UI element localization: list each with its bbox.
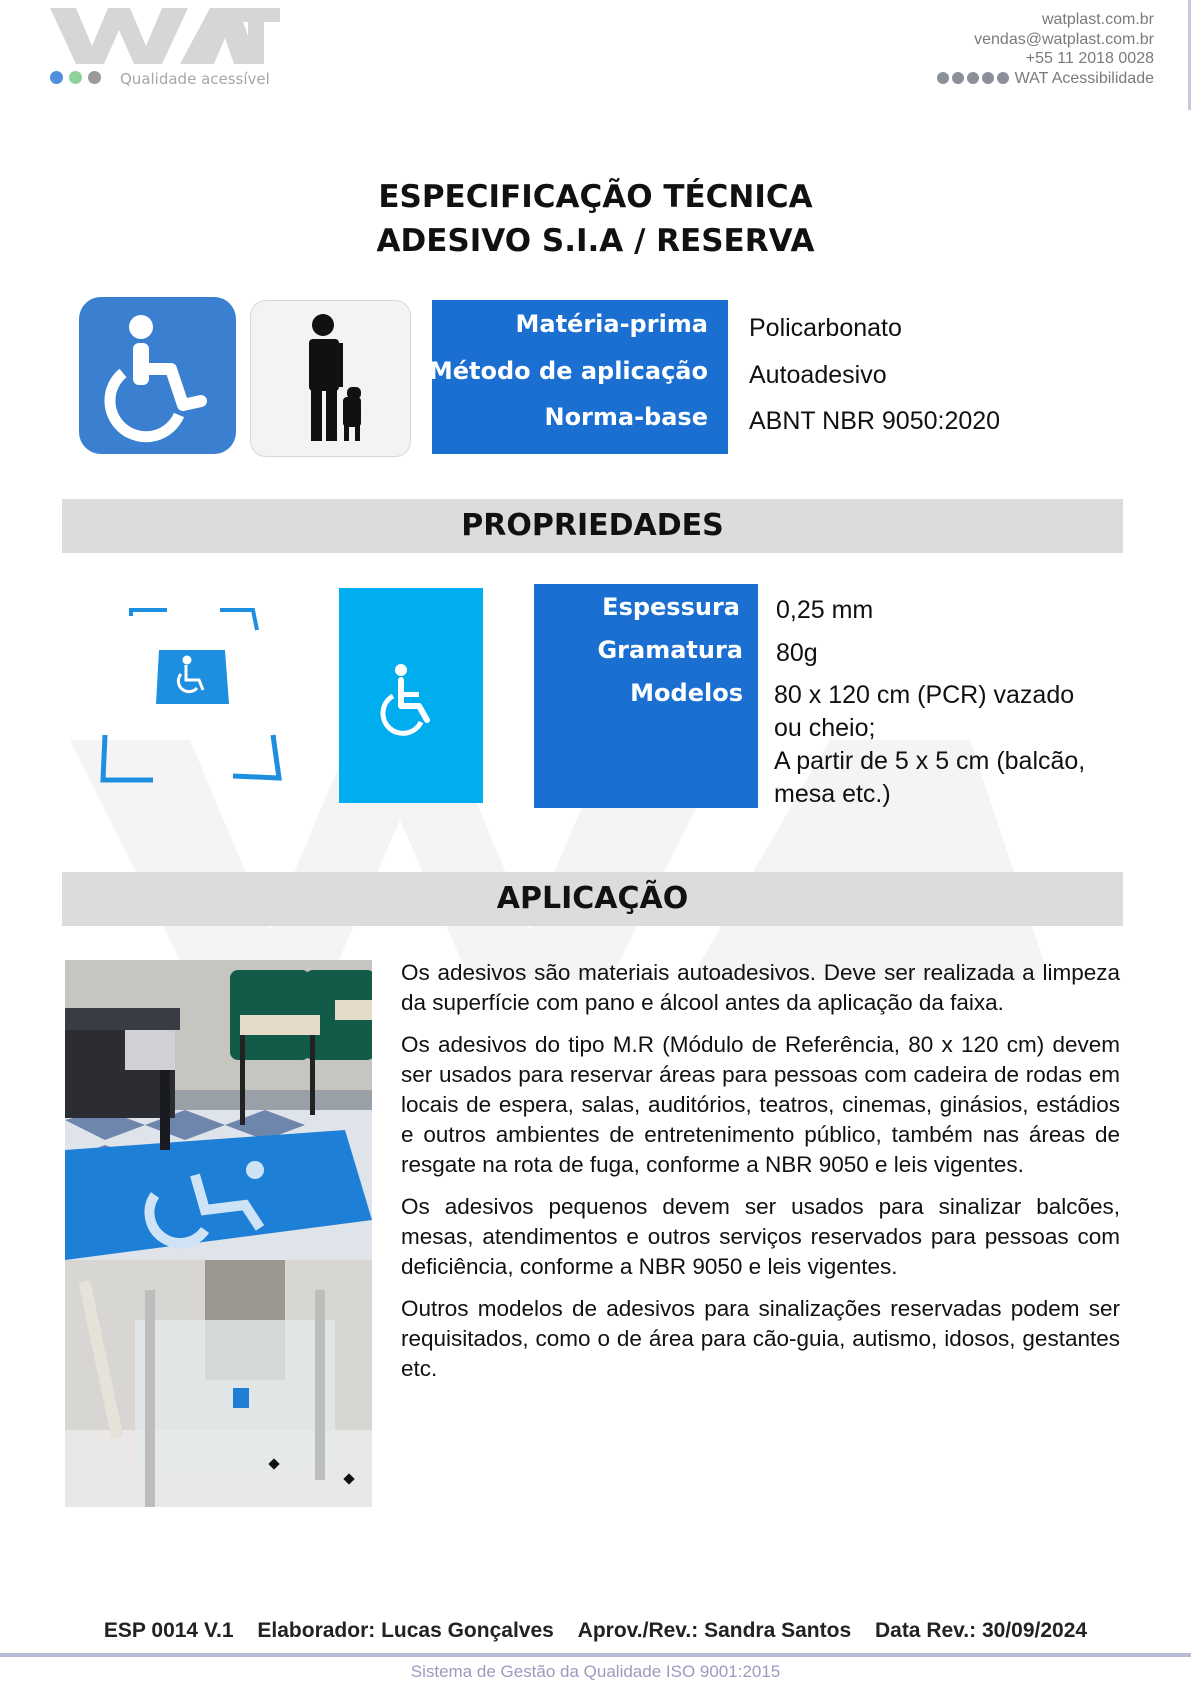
label-gramatura: Gramatura	[597, 636, 743, 664]
social-handle: WAT Acessibilidade	[1014, 69, 1154, 87]
section-application-heading: APLICAÇÃO	[62, 872, 1123, 926]
doc-author: Elaborador: Lucas Gonçalves	[257, 1619, 554, 1642]
application-paragraph-4: Outros modelos de adesivos para sinalizações reservadas podem ser requisitados, como o de área para cão-guia, autismo, idosos, gestantes etc.	[401, 1296, 1120, 1381]
doc-revision-date: Data Rev.: 30/09/2024	[874, 1619, 1088, 1642]
doc-code: ESP 0014 V.1	[103, 1619, 234, 1642]
wheelchair-icon	[79, 297, 236, 454]
wheelchair-icon	[339, 588, 483, 803]
value-gramatura: 80g	[776, 639, 818, 667]
reserved-sticker-image	[250, 300, 411, 457]
contact-block	[937, 10, 1154, 88]
logo-dot-gray	[88, 71, 101, 84]
footer-divider	[0, 1653, 1191, 1657]
application-text	[401, 958, 1120, 1396]
footer-iso-note: Sistema de Gestão da Qualidade ISO 9001:2015	[410, 1662, 781, 1681]
page-title	[0, 175, 1191, 263]
section-properties-heading: PROPRIEDADES	[62, 499, 1123, 553]
title-line-2: ADESIVO S.I.A / RESERVA	[376, 223, 815, 259]
modelos-line-2: ou cheio;	[774, 714, 876, 742]
application-paragraph-2: Os adesivos do tipo M.R (Módulo de Referência, 80 x 120 cm) devem ser usados para reservar áreas para pessoas com cadeira de rodas em locais de espera, salas, auditórios, teatros, cinemas, ginásios, estádios e outros ambientes de entretenimento público, também nas áreas de resgate na rota de fuga, conforme a NBR 9050 e leis vigentes.	[401, 1032, 1120, 1177]
doc-reviewer: Aprov./Rev.: Sandra Santos	[577, 1619, 852, 1642]
label-norma-base: Norma-base	[544, 403, 708, 431]
label-metodo-aplicacao: Método de aplicação	[428, 357, 708, 385]
application-paragraph-1: Os adesivos são materiais autoadesivos. Deve ser realizada a limpeza da superfície com pano e álcool antes da aplicação da faixa.	[401, 960, 1120, 1015]
cyan-sign-image	[339, 588, 483, 803]
phone-number: +55 11 2018 0028	[1025, 50, 1154, 67]
title-line-1: ESPECIFICAÇÃO TÉCNICA	[378, 179, 813, 215]
instagram-icon[interactable]	[937, 72, 949, 84]
person-guide-dog-icon	[251, 301, 410, 456]
floor-reserve-image	[95, 600, 290, 790]
logo-dot-green	[69, 71, 82, 84]
value-metodo-aplicacao: Autoadesivo	[749, 361, 887, 389]
counter-glass-photo	[65, 1260, 372, 1507]
facebook-icon[interactable]	[952, 72, 964, 84]
logo-dots	[50, 71, 101, 84]
linkedin-icon[interactable]	[997, 72, 1009, 84]
label-espessura: Espessura	[602, 593, 740, 621]
value-norma-base: ABNT NBR 9050:2020	[749, 407, 1001, 435]
twitter-icon[interactable]	[982, 72, 994, 84]
youtube-icon[interactable]	[967, 72, 979, 84]
waiting-room-photo	[65, 960, 372, 1260]
modelos-line-4: mesa etc.)	[774, 780, 891, 808]
modelos-line-1: 80 x 120 cm (PCR) vazado	[774, 681, 1075, 709]
value-materia-prima: Policarbonato	[749, 314, 902, 342]
footer-meta	[0, 1619, 1191, 1643]
label-materia-prima: Matéria-prima	[515, 310, 708, 338]
logo-tagline: Qualidade acessível	[120, 70, 270, 88]
application-paragraph-3: Os adesivos pequenos devem ser usados para sinalizar balcões, mesas, atendimentos e outros serviços reservados para pessoas com deficiência, conforme a NBR 9050 e leis vigentes.	[401, 1194, 1120, 1279]
social-row	[937, 69, 1154, 89]
website-link[interactable]: watplast.com.br	[1041, 11, 1154, 28]
value-espessura: 0,25 mm	[776, 596, 874, 624]
email-link[interactable]: vendas@watplast.com.br	[974, 30, 1154, 48]
label-modelos: Modelos	[630, 679, 743, 707]
properties-label-panel	[534, 584, 758, 808]
wat-logo	[50, 6, 280, 66]
modelos-line-3: A partir de 5 x 5 cm (balcão,	[774, 747, 1086, 775]
logo-dot-blue	[50, 71, 63, 84]
value-modelos	[774, 679, 1134, 811]
sia-sticker-image	[79, 297, 236, 454]
social-icons	[937, 72, 1009, 84]
spec-label-panel	[428, 300, 728, 454]
